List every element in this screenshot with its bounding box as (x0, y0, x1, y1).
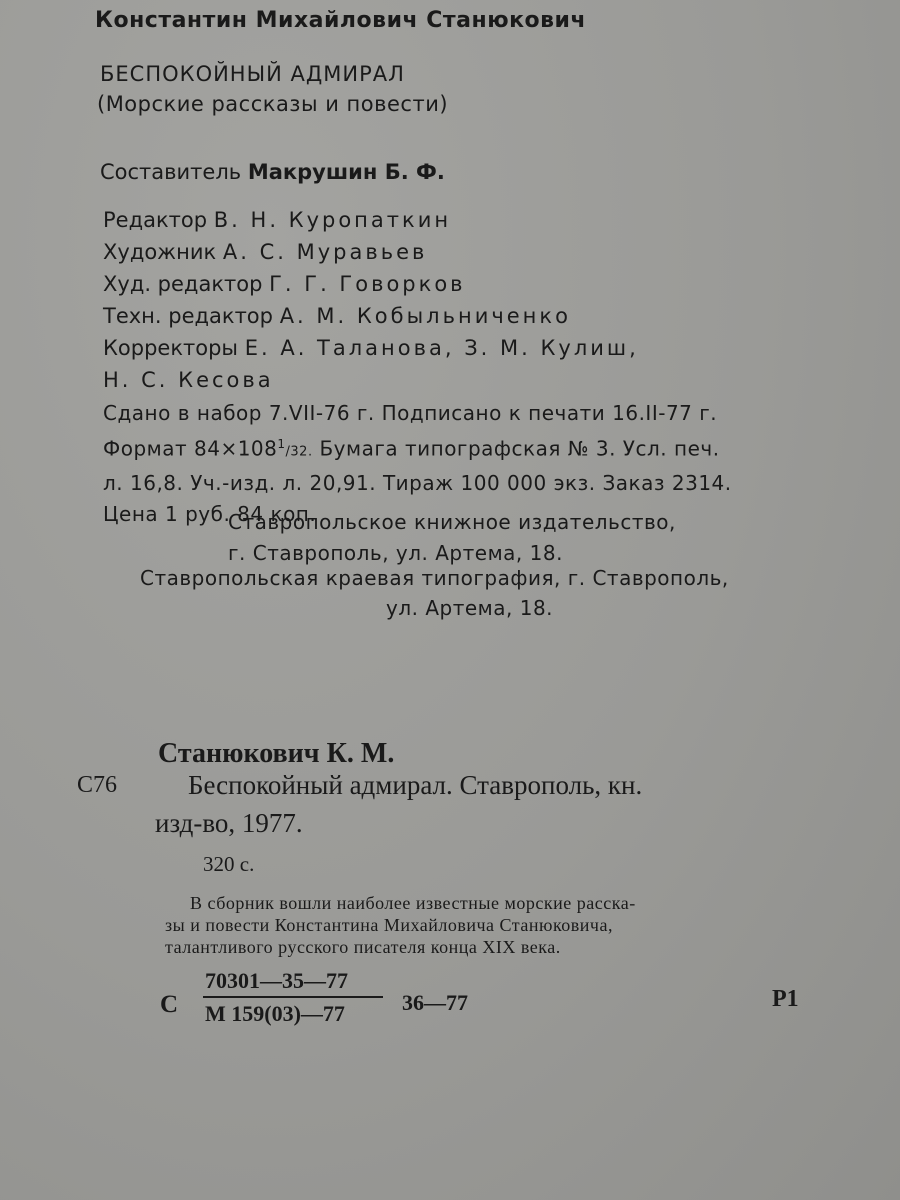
format-sup: 1 (277, 437, 286, 451)
credit-row (103, 268, 639, 300)
tech-line-2 (103, 429, 732, 468)
credit-name: А. С. Муравьев (222, 240, 428, 264)
imprint-author: Константин Михайлович Станюкович (95, 8, 587, 33)
publisher-line-4: ул. Артема, 18. (386, 596, 554, 620)
credit-name: Г. Г. Говорков (269, 272, 466, 296)
fraction-bar (203, 996, 383, 998)
tech-line-3: л. 16,8. Уч.-изд. л. 20,91. Тираж 100 000 экз. Заказ 2314. (103, 470, 732, 495)
classification-fraction (201, 968, 383, 1027)
credit-row (103, 300, 639, 332)
credits-block (103, 204, 639, 396)
publisher-line-3: Ставропольская краевая типография, г. Ставрополь, (140, 566, 729, 590)
annotation-line: В сборник вошли наиболее известные морские расска- (190, 893, 636, 913)
credit-row (103, 332, 639, 364)
credit-role: Техн. редактор (103, 304, 273, 328)
catalog-code-mid: 36—77 (402, 990, 468, 1015)
tech-line-1: Сдано в набор 7.VII-76 г. Подписано к печати 16.II-77 г. (103, 401, 718, 425)
book-title: БЕСПОКОЙНЫЙ АДМИРАЛ (100, 62, 405, 86)
credit-role: Худ. редактор (103, 272, 263, 296)
compiler-line (100, 160, 445, 184)
catalog-annotation (165, 892, 636, 958)
bbk-letter: С (160, 991, 179, 1018)
compiler-label: Составитель (100, 160, 242, 184)
credit-role: Редактор (103, 208, 208, 232)
fraction-denominator: М 159(03)—77 (205, 1001, 345, 1026)
catalog-title-line-2: изд-во, 1977. (155, 808, 303, 838)
paper-info: Бумага типографская № 3. Усл. печ. (312, 436, 720, 461)
catalog-code-right: Р1 (772, 986, 799, 1012)
catalog-author: Станюкович К. М. (158, 738, 395, 769)
tech-line-4: Цена 1 руб. 84 коп. (103, 501, 317, 526)
credit-row (103, 204, 639, 236)
credit-name: В. Н. Куропаткин (213, 208, 452, 232)
credit-role: Художник (103, 240, 217, 264)
credit-row (103, 236, 639, 268)
format-label: Формат 84×108 (103, 436, 278, 461)
credit-name: Н. С. Кесова (103, 368, 274, 392)
format-sub: /32. (285, 444, 313, 460)
credit-role: Корректоры (103, 336, 239, 360)
catalog-title-line-1: Беспокойный адмирал. Ставрополь, кн. (188, 770, 643, 800)
publisher-line-2: г. Ставрополь, ул. Артема, 18. (228, 541, 563, 565)
annotation-line: зы и повести Константина Михайловича Станюковича, (165, 915, 613, 935)
publisher-line-1: Ставропольское книжное издательство, (228, 510, 676, 534)
catalog-pages: 320 с. (203, 852, 255, 876)
annotation-line: талантливого русского писателя конца XIX века. (165, 937, 561, 957)
credit-row (103, 364, 639, 396)
fraction-numerator: 70301—35—77 (205, 968, 348, 993)
compiler-name: Макрушин Б. Ф. (247, 160, 445, 184)
book-subtitle: (Морские рассказы и повести) (97, 92, 449, 116)
catalog-code: С76 (77, 772, 118, 798)
credit-name: А. М. Кобыльниченко (279, 304, 571, 328)
credit-name: Е. А. Таланова, З. М. Кулиш, (244, 336, 639, 360)
